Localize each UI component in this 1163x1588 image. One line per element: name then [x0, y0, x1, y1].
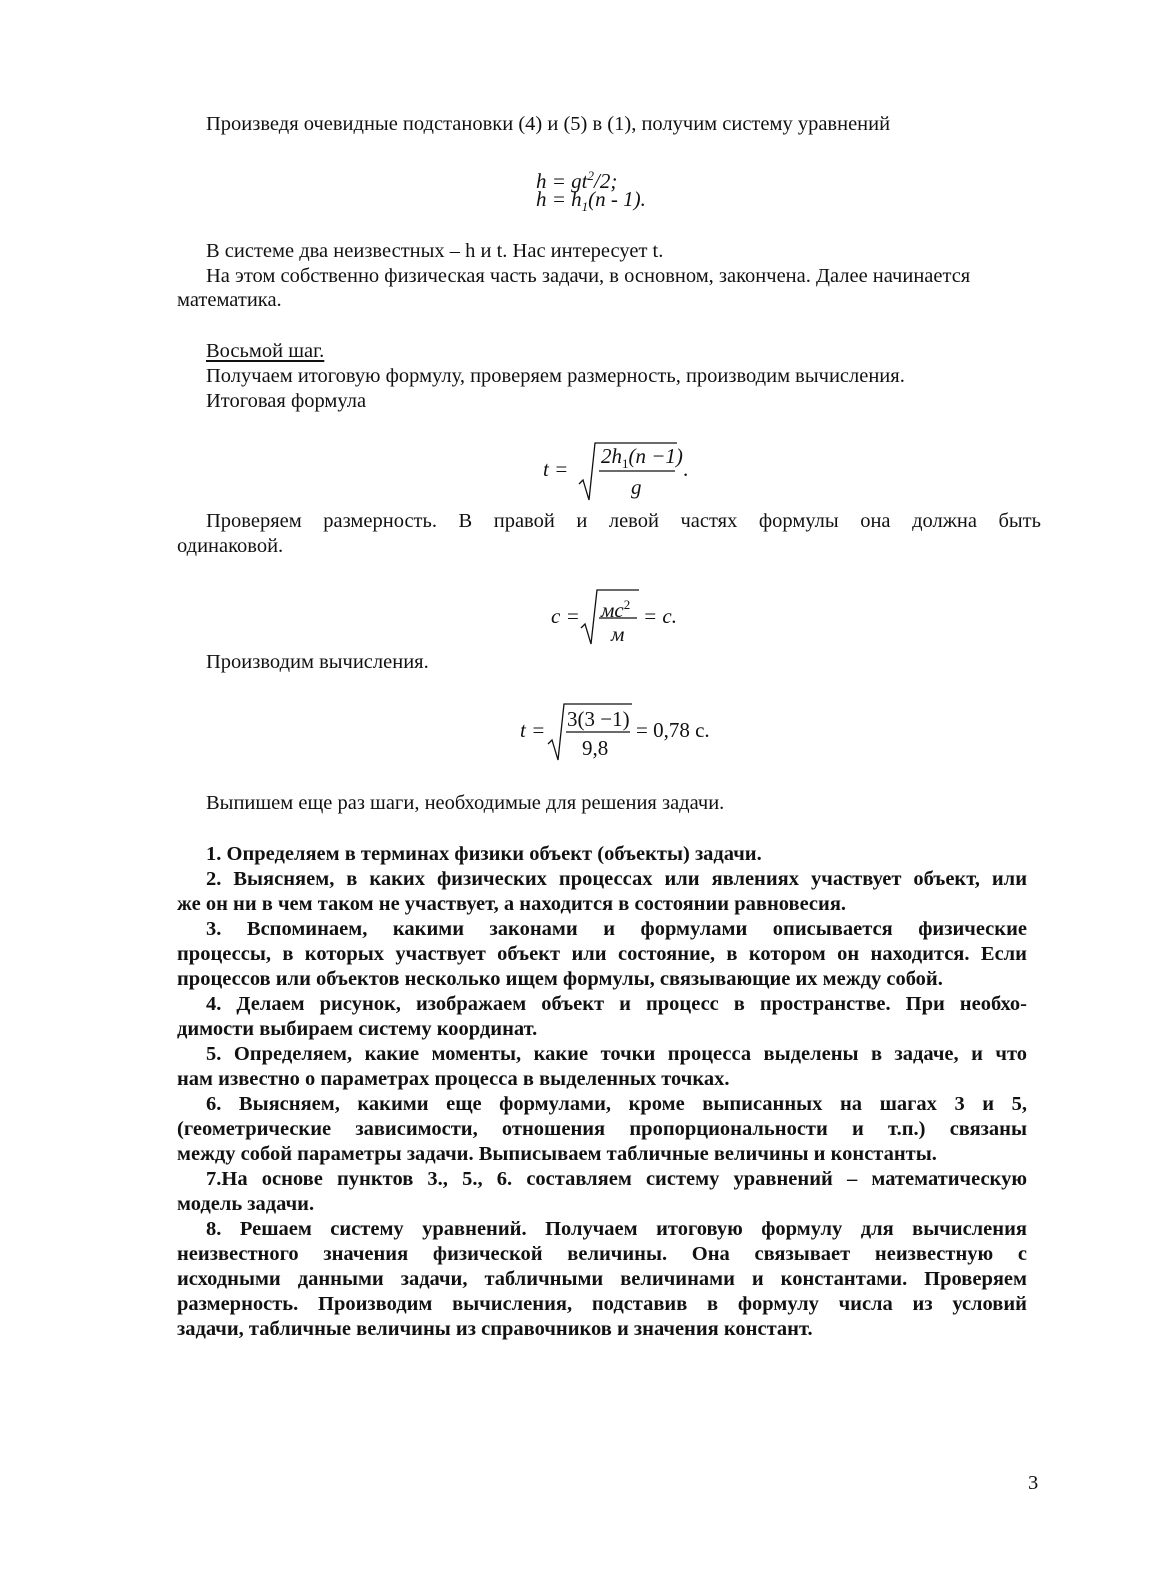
units-formula-numerator: $мс^2$: [601, 597, 631, 622]
paragraph-dimension-check-line-1: Проверяем размерность. В правой и левой частях формулы она должна быть: [206, 510, 1041, 532]
final-formula-denominator: g: [631, 475, 642, 499]
paragraph-dimension-check-line-2: одинаковой.: [177, 535, 284, 557]
step-7-line-2: модель задачи.: [177, 1193, 315, 1215]
step-6-line-2: (геометрические зависимости, отношения пропорциональности и т.п.) связаны: [177, 1118, 1027, 1140]
paragraph-compute: Производим вычисления.: [206, 651, 429, 673]
units-formula-result: = c.: [643, 604, 677, 628]
final-formula: [543, 436, 703, 506]
calculation-result: = 0,78 c.: [636, 718, 710, 742]
equation-system-line-2: $h = h_1(n - 1)$.: [536, 187, 646, 215]
paragraph-physics-done-line-2: математика.: [177, 289, 282, 311]
paragraph-physics-done-line-1: На этом собственно физическая часть задачи, в основном, закончена. Далее начинается: [206, 265, 971, 287]
step-8-line-5: задачи, табличные величины из справочников и значения констант.: [177, 1318, 813, 1340]
calculation-formula: [520, 700, 720, 770]
page-number: 3: [1028, 1472, 1039, 1494]
step-eight-heading: Восьмой шаг.: [206, 340, 325, 362]
final-formula-period: .: [683, 457, 689, 481]
step-3-line-1: 3. Вспоминаем, какими законами и формулами описывается физические: [206, 918, 1027, 940]
step-1-line-1: 1. Определяем в терминах физики объект (объекты) задачи.: [206, 843, 762, 865]
units-formula-lhs: c =: [551, 604, 580, 628]
step-8-line-1: 8. Решаем систему уравнений. Получаем итоговую формулу для вычисления: [206, 1218, 1027, 1240]
units-formula-denominator: м: [611, 622, 625, 646]
step-2-line-1: 2. Выясняем, в каких физических процессах или явлениях участвует объект, или: [206, 868, 1027, 890]
calculation-numerator: 3(3 −1): [567, 707, 630, 731]
step-6-line-3: между собой параметры задачи. Выписываем табличные величины и константы.: [177, 1143, 937, 1165]
step-4-line-2: димости выбираем систему координат.: [177, 1018, 538, 1040]
step-3-line-3: процессов или объектов несколько ищем формулы, связывающие их между собой.: [177, 968, 943, 990]
step-5-line-2: нам известно о параметрах процесса в выделенных точках.: [177, 1068, 730, 1090]
step-4-line-1: 4. Делаем рисунок, изображаем объект и процесс в пространстве. При необхо-: [206, 993, 1027, 1015]
step-7-line-1: 7.На основе пунктов 3., 5., 6. составляем систему уравнений – математическую: [206, 1168, 1027, 1190]
paragraph-steps-intro: Выпишем еще раз шаги, необходимые для решения задачи.: [206, 792, 725, 814]
step-6-line-1: 6. Выясняем, какими еще формулами, кроме выписанных на шагах 3 и 5,: [206, 1093, 1027, 1115]
step-8-line-3: исходными данными задачи, табличными величинами и константами. Проверяем: [177, 1268, 1027, 1290]
paragraph-final-formula-label: Итоговая формула: [206, 390, 367, 412]
step-5-line-1: 5. Определяем, какие моменты, какие точки процесса выделены в задаче, и что: [206, 1043, 1027, 1065]
step-3-line-2: процессы, в которых участвует объект или состояние, в котором он находится. Если: [177, 943, 1027, 965]
step-8-line-4: размерность. Производим вычисления, подставив в формулу числа из условий: [177, 1293, 1027, 1315]
final-formula-lhs: t =: [543, 457, 569, 481]
units-formula: [551, 586, 691, 656]
paragraph-substitution: Произведя очевидные подстановки (4) и (5) в (1), получим систему уравнений: [206, 113, 891, 135]
step-2-line-2: же он ни в чем таком не участвует, а находится в состоянии равновесия.: [177, 893, 847, 915]
paragraph-final-formula-intro: Получаем итоговую формулу, проверяем размерность, производим вычисления.: [206, 365, 905, 387]
final-formula-numerator: $2h_1(n -1)$: [601, 444, 683, 472]
calculation-lhs: t =: [520, 718, 546, 742]
calculation-denominator: 9,8: [582, 736, 609, 760]
equation-system-line-1: $h = gt^2/2$;: [536, 168, 618, 193]
paragraph-unknowns: В системе два неизвестных – h и t. Нас интересует t.: [206, 240, 664, 262]
step-8-line-2: неизвестного значения физической величины. Она связывает неизвестную с: [177, 1243, 1027, 1265]
